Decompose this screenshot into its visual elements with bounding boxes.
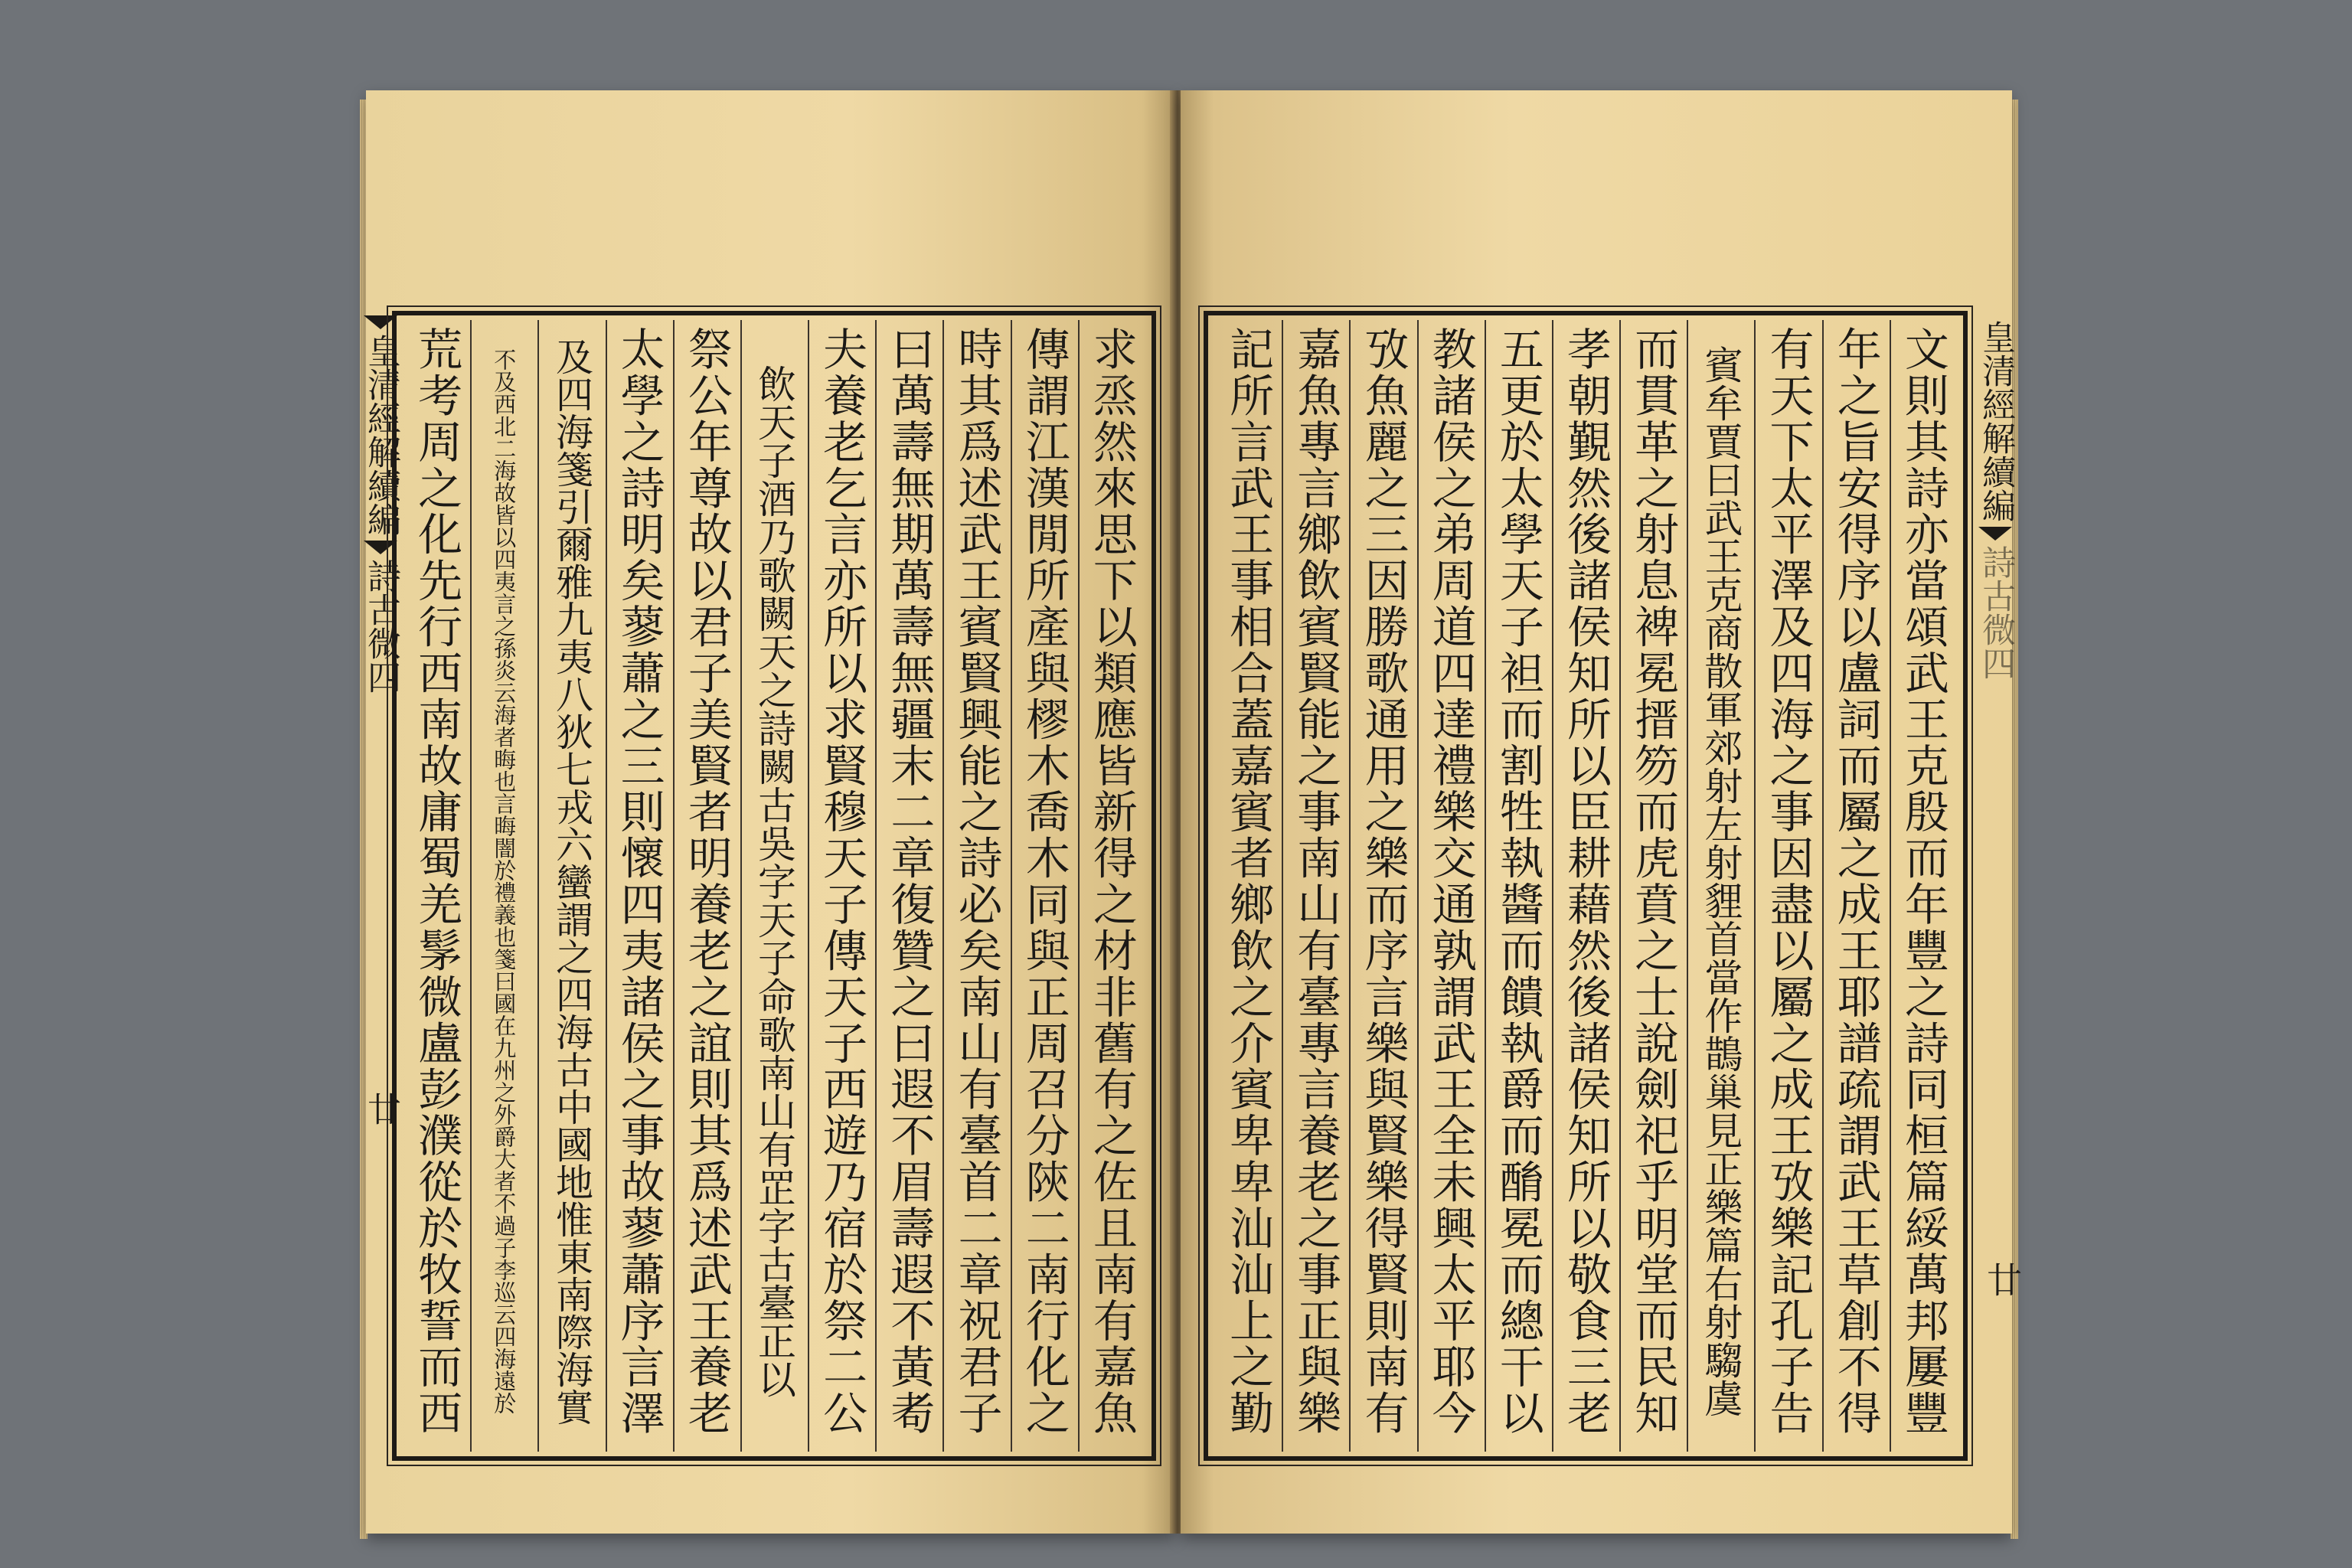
right-page-center-strip: [1977, 320, 2014, 680]
text-column: 賓牟賈曰武王克商散軍郊射左射貍首當作鵲巢見正樂篇右射騶虞: [1698, 345, 1743, 1417]
text-column: 飲天子酒乃歌闕天之詩闕古吳字天子命歌南山有𦊆字古臺正以: [752, 364, 796, 1398]
column-rule: [875, 320, 877, 1452]
left-page-number: 廿: [361, 1092, 400, 1125]
column-rule: [1619, 320, 1621, 1452]
text-column: 攷魚麗之三因勝歌通用之樂而序言樂與賢樂得賢則南有: [1357, 326, 1410, 1436]
text-column: 有天下太平澤及四海之事因盡以屬之成王攷樂記孔子告: [1762, 326, 1815, 1436]
fish-tail-mark-icon: [1978, 527, 2012, 541]
column-rule: [606, 320, 607, 1452]
text-column: 孝朝覲然後諸侯知所以臣耕藉然後諸侯知所以敬食三老: [1560, 326, 1612, 1436]
column-rule: [808, 320, 809, 1452]
column-rule: [942, 320, 944, 1452]
column-rule: [1078, 320, 1080, 1452]
left-header-section: 詩古微四: [361, 559, 400, 694]
text-column: 及四海箋引爾雅九夷八狄七戎六蠻謂之四海古中國地惟東南際海實: [550, 337, 594, 1426]
text-column: 文則其詩亦當頌武王克殷而年豐之詩同桓篇綏萬邦屢豐: [1896, 326, 1949, 1436]
text-column: 記所言武王事相合蓋嘉賓者鄉飲之介賓卑卑汕汕上之勤: [1222, 326, 1275, 1436]
left-header-title: 皇清經解續編: [361, 334, 400, 536]
column-rule: [1552, 320, 1553, 1452]
text-column: 時其爲述武王賓賢興能之詩必矣南山有臺首二章祝君子: [950, 326, 1003, 1436]
right-header-section: 詩古微四: [1976, 545, 2015, 680]
column-rule: [1485, 320, 1486, 1452]
text-column: 教諸侯之弟周道四達禮樂交通孰謂武王全未興太平耶今: [1424, 326, 1477, 1436]
text-column: 傳謂江漢閒所產與樛木喬木同與正周召分陝二南行化之: [1018, 326, 1070, 1436]
column-rule: [1754, 320, 1756, 1452]
text-column: 荒考周之化先行西南故庸蜀羌髳微盧彭濮從於牧誓而西: [410, 326, 463, 1436]
text-column: 曰萬壽無期萬壽無疆末二章復贊之曰遐不眉壽遐不黃耇: [883, 326, 936, 1436]
column-rule: [1349, 320, 1351, 1452]
text-column: 而貫革之射息裨冕搢笏而虎賁之士說劍祀乎明堂而民知: [1627, 326, 1680, 1436]
column-rule: [1011, 320, 1012, 1452]
right-header-title: 皇清經解續編: [1976, 320, 2015, 522]
column-rule: [1687, 320, 1688, 1452]
text-column: 不及西北二海故皆以四夷言之孫炎云海者晦也言晦闇於禮義也箋曰國在九州之外爵大者不過子李巡云四海遠於: [491, 348, 518, 1414]
column-rule: [537, 320, 539, 1452]
column-rule: [1417, 320, 1419, 1452]
column-rule: [1890, 320, 1891, 1452]
column-rule: [740, 320, 742, 1452]
right-page-number: 廿: [1981, 1262, 2023, 1297]
text-column: 嘉魚專言鄉飲賓賢能之事南山有臺專言養老之事正與樂: [1289, 326, 1342, 1436]
text-column: 求烝然來思下以類應皆新得之材非舊有之佐且南有嘉魚: [1085, 326, 1138, 1436]
text-column: 夫養老乞言亦所以求賢穆天子傳天子西遊乃宿於祭二公: [815, 326, 868, 1436]
open-book: [361, 90, 2023, 1568]
text-column: 年之旨安得序以盧詞而屬之成王耶譜疏謂武王草創不得: [1829, 326, 1882, 1436]
column-rule: [470, 320, 472, 1452]
column-rule: [1822, 320, 1824, 1452]
column-rule: [1282, 320, 1283, 1452]
text-column: 五更於太學天子袒而割牲執醬而饋執爵而酳冕而總干以: [1491, 326, 1544, 1436]
text-column: 祭公年尊故以君子美賢者明養老之誼則其爲述武王養老: [680, 326, 733, 1436]
column-rule: [673, 320, 675, 1452]
text-column: 太學之詩明矣蓼蕭之三則懷四夷諸侯之事故蓼蕭序言澤: [612, 326, 665, 1436]
